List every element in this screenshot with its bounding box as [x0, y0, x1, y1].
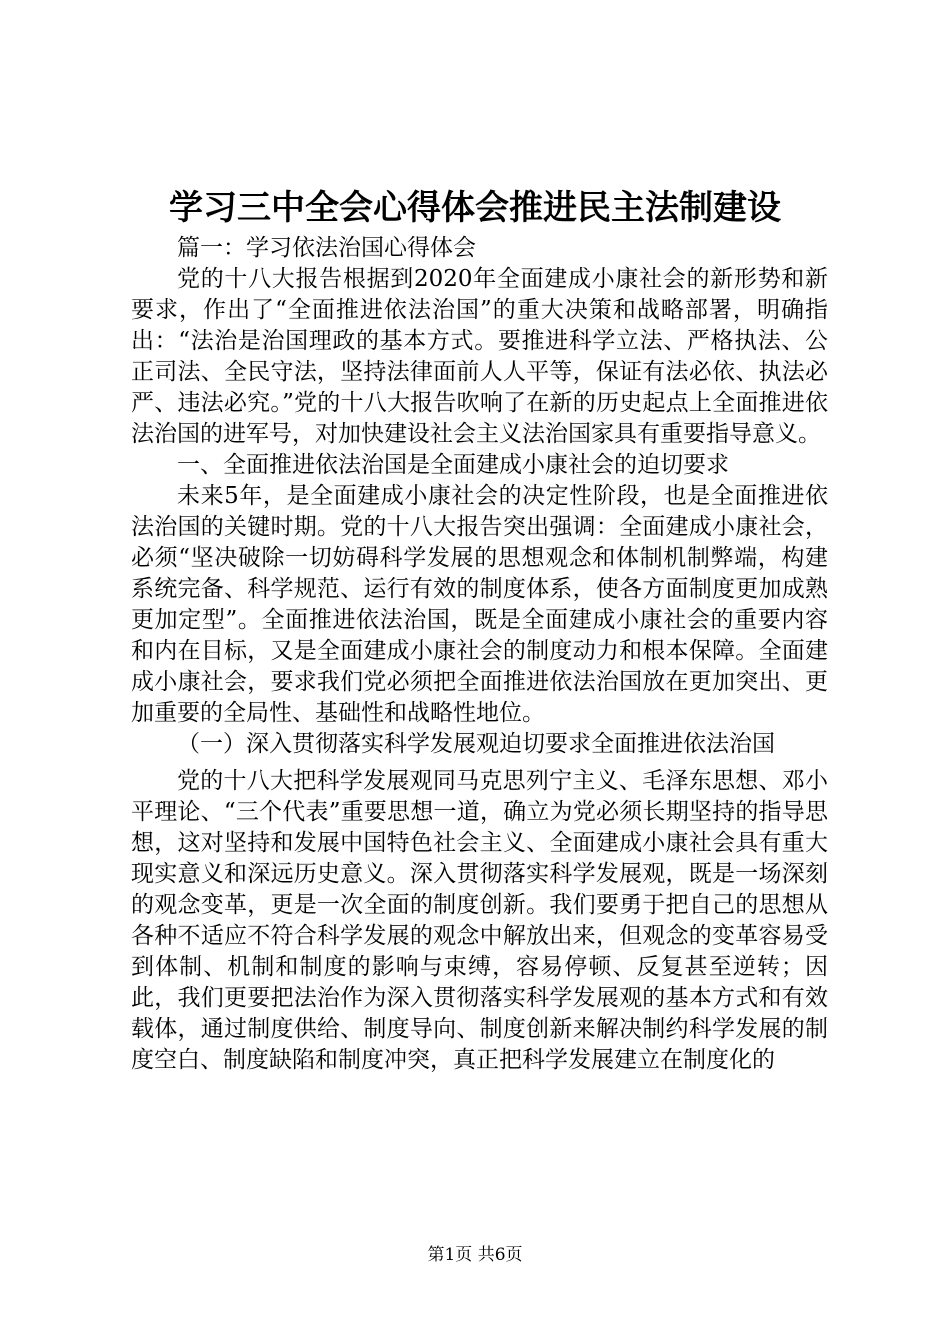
- paragraph-intro: 党的十八大报告根据到2020年全面建成小康社会的新形势和新要求，作出了“全面推进依法治国”的重大决策和战略部署，明确指出：“法治是治国理政的基本方式。要推进科学立法、严格执法、公正司法、全民守法，坚持法律面前人人平等，保证有法必依、执法必严、违法必究。”党的十八大报告吹响了在新的历史起点上全面推进依法治国的进军号，对加快建设社会主义法治国家具有重要指导意义。: [131, 266, 828, 447]
- document-body: [131, 233, 828, 1076]
- paragraph-subsection-body: 党的十八大把科学发展观同马克思列宁主义、毛泽东思想、邓小平理论、“三个代表”重要思想一道，确立为党必须长期坚持的指导思想，这对坚持和发展中国特色社会主义、全面建成小康社会具有重大现实意义和深远历史意义。深入贯彻落实科学发展观，既是一场深刻的观念变革，更是一次全面的制度创新。我们要勇于把自己的思想从各种不适应不符合科学发展的观念中解放出来，但观念的变革容易受到体制、机制和制度的影响与束缚，容易停顿、反复甚至逆转；因此，我们更要把法治作为深入贯彻落实科学发展观的基本方式和有效载体，通过制度供给、制度导向、制度创新来解决制约科学发展的制度空白、制度缺陷和制度冲突，真正把科学发展建立在制度化的: [131, 768, 828, 1073]
- paragraph-section-heading: 一、全面推进依法治国是全面建成小康社会的迫切要求: [177, 452, 729, 478]
- paragraph-chapter-heading: 篇一：学习依法治国心得体会: [177, 235, 476, 261]
- page-footer: 第1页 共6页: [427, 1245, 523, 1265]
- document-title: 学习三中全会心得体会推进民主法制建设: [169, 188, 781, 228]
- paragraph-section-body: 未来5年，是全面建成小康社会的决定性阶段，也是全面推进依法治国的关键时期。党的十八大报告突出强调：全面建成小康社会，必须“坚决破除一切妨碍科学发展的思想观念和体制机制弊端，构建系统完备、科学规范、运行有效的制度体系，使各方面制度更加成熟更加定型”。全面推进依法治国，既是全面建成小康社会的重要内容和内在目标，又是全面建成小康社会的制度动力和根本保障。全面建成小康社会，要求我们党必须把全面推进依法治国放在更加突出、更加重要的全局性、基础性和战略性地位。: [131, 483, 828, 726]
- paragraph-subsection-heading: （一）深入贯彻落实科学发展观迫切要求全面推进依法治国: [177, 731, 775, 757]
